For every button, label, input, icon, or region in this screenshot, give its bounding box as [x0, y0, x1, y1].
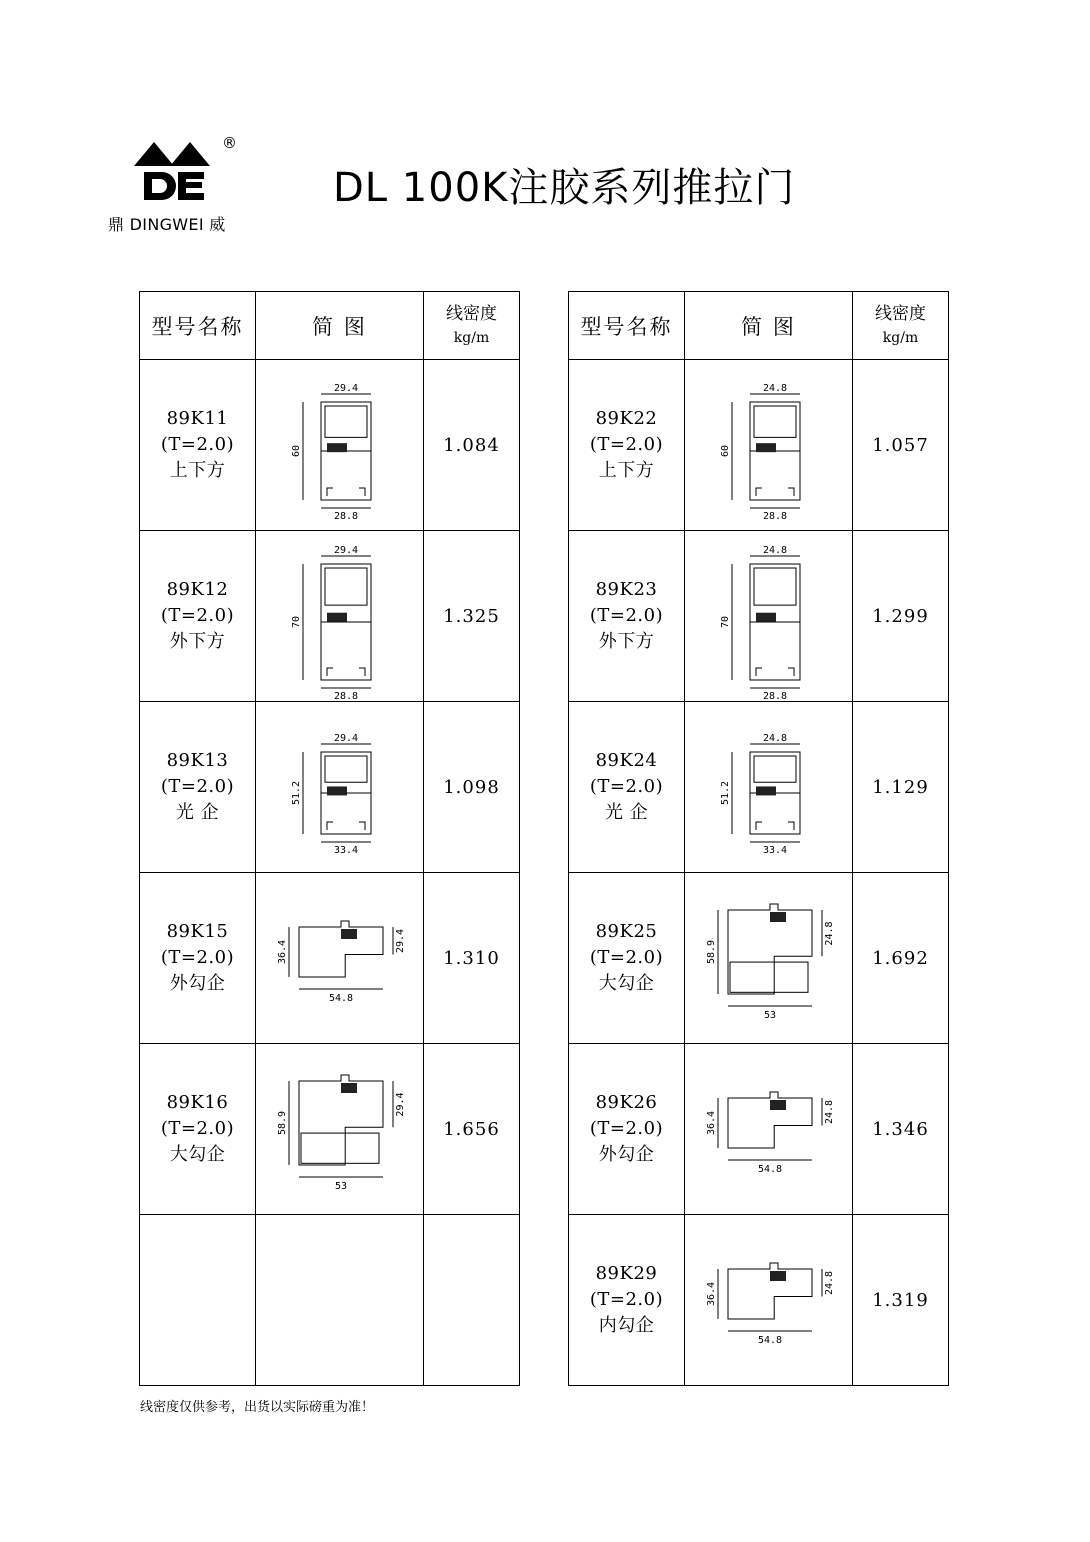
model-cell — [569, 360, 685, 531]
glue-strip — [327, 786, 347, 795]
sketch-cell — [685, 360, 853, 531]
model-code: 89K13 — [166, 750, 229, 771]
profile-foot — [327, 488, 365, 496]
glue-strip — [341, 1083, 357, 1093]
density-value: 1.098 — [424, 702, 520, 873]
dim-label-right: 24.8 — [823, 1270, 835, 1296]
sketch-cell — [256, 360, 424, 531]
model-type-name: 内勾企 — [598, 1315, 655, 1336]
profile-foot — [756, 668, 794, 676]
model-thickness: (T=2.0) — [160, 776, 235, 797]
profile-foot — [756, 822, 794, 830]
dim-label-right: 24.8 — [823, 921, 835, 946]
sketch-cell — [256, 873, 424, 1044]
profile-sketch — [694, 1225, 844, 1375]
model-type-name: 光 企 — [175, 802, 220, 823]
model-type-name: 上下方 — [598, 460, 655, 481]
dim-label-top: 29.4 — [333, 545, 358, 556]
sketch-cell — [685, 1215, 853, 1386]
model-code: 89K22 — [595, 408, 658, 429]
dim-label-top: 29.4 — [333, 733, 358, 744]
glue-strip — [327, 613, 347, 622]
sketch-cell — [256, 702, 424, 873]
model-cell — [140, 531, 256, 702]
model-code: 89K25 — [595, 921, 658, 942]
table-row — [140, 1215, 520, 1386]
table-header-row — [569, 292, 949, 360]
header-density-label: 线密度 — [875, 303, 926, 324]
density-value: 1.692 — [853, 873, 949, 1044]
profile-sketch — [265, 883, 415, 1033]
dim-label-side: 70 — [290, 615, 302, 629]
model-code: 89K24 — [595, 750, 658, 771]
brand-logo — [108, 134, 248, 234]
table-row — [569, 1215, 949, 1386]
model-code: 89K26 — [595, 1092, 658, 1113]
dim-label-side: 51.2 — [719, 780, 731, 806]
model-cell — [569, 531, 685, 702]
profile-chamber — [754, 756, 796, 782]
model-thickness: (T=2.0) — [589, 605, 664, 626]
dim-label-top: 24.8 — [762, 383, 787, 394]
model-type-name: 光 企 — [604, 802, 649, 823]
header-density — [424, 292, 520, 360]
glue-strip — [770, 1100, 786, 1110]
profile-sketch — [694, 541, 844, 702]
dim-label-bottom: 54.8 — [328, 993, 353, 1004]
model-thickness: (T=2.0) — [160, 1118, 235, 1139]
model-thickness: (T=2.0) — [589, 1289, 664, 1310]
model-thickness: (T=2.0) — [589, 947, 664, 968]
registered-mark: ® — [222, 134, 237, 152]
profile-sketch — [265, 541, 415, 702]
profile-chamber — [325, 406, 367, 437]
density-value: 1.310 — [424, 873, 520, 1044]
density-value: 1.129 — [853, 702, 949, 873]
model-cell — [569, 1215, 685, 1386]
model-type-name: 外勾企 — [598, 1144, 655, 1165]
dim-label-top: 29.4 — [333, 383, 358, 394]
sketch-cell — [685, 1044, 853, 1215]
profile-sketch — [265, 370, 415, 520]
sketch-cell — [685, 531, 853, 702]
profile-chamber — [325, 756, 367, 782]
profile-sketch — [694, 883, 844, 1033]
model-cell — [140, 360, 256, 531]
sketch-cell — [256, 531, 424, 702]
model-cell — [569, 1044, 685, 1215]
table-row — [140, 873, 520, 1044]
model-type-name: 外下方 — [598, 631, 655, 652]
profile-chamber — [754, 568, 796, 605]
model-code: 89K29 — [595, 1263, 658, 1284]
profile-foot — [756, 488, 794, 496]
model-code: 89K12 — [166, 579, 229, 600]
dim-label-right: 29.4 — [394, 928, 406, 954]
dim-label-right: 29.4 — [394, 1092, 406, 1117]
model-cell — [569, 702, 685, 873]
dim-label-top: 24.8 — [762, 733, 787, 744]
model-thickness: (T=2.0) — [589, 1118, 664, 1139]
dim-label-side: 36.4 — [276, 939, 288, 965]
density-value: 1.084 — [424, 360, 520, 531]
dim-label-side: 60 — [719, 444, 731, 458]
density-value: 1.346 — [853, 1044, 949, 1215]
model-cell — [140, 1044, 256, 1215]
header-density-label: 线密度 — [446, 303, 497, 324]
dim-label-bottom: 53 — [763, 1010, 776, 1021]
model-code: 89K11 — [166, 408, 229, 429]
dim-label-side: 36.4 — [705, 1281, 717, 1307]
dim-label-side: 58.9 — [276, 1110, 288, 1136]
profile-sketch — [694, 1054, 844, 1204]
model-cell — [569, 873, 685, 1044]
density-value: 1.656 — [424, 1044, 520, 1215]
dim-label-top: 24.8 — [762, 545, 787, 556]
dim-label-bottom: 28.8 — [762, 691, 787, 702]
model-cell — [140, 873, 256, 1044]
brand-name: 鼎 DINGWEI 威 — [108, 215, 226, 234]
logo-mark-icon — [134, 138, 216, 206]
model-thickness: (T=2.0) — [160, 947, 235, 968]
model-code: 89K23 — [595, 579, 658, 600]
model-type-name: 上下方 — [169, 460, 226, 481]
header-sketch: 简 图 — [256, 292, 424, 360]
density-value: 1.057 — [853, 360, 949, 531]
table-row — [140, 531, 520, 702]
model-code: 89K16 — [166, 1092, 229, 1113]
sketch-cell — [685, 702, 853, 873]
density-value: 1.319 — [853, 1215, 949, 1386]
table-row — [569, 360, 949, 531]
model-thickness: (T=2.0) — [589, 434, 664, 455]
dim-label-bottom: 28.8 — [333, 511, 358, 522]
model-code: 89K15 — [166, 921, 229, 942]
model-type-name: 外勾企 — [169, 973, 226, 994]
profile-chamber — [730, 962, 808, 992]
glue-strip — [327, 443, 347, 452]
dim-label-bottom: 53 — [334, 1181, 347, 1192]
glue-strip — [341, 929, 357, 939]
header-density-unit: kg/m — [453, 329, 490, 346]
dim-label-bottom: 54.8 — [757, 1335, 782, 1346]
model-type-name: 大勾企 — [169, 1144, 226, 1165]
dim-label-right: 24.8 — [823, 1099, 835, 1125]
profile-table-right — [568, 291, 949, 1386]
profile-chamber — [301, 1133, 379, 1163]
model-cell — [140, 702, 256, 873]
sketch-cell — [685, 873, 853, 1044]
sketch-cell — [256, 1215, 424, 1386]
dim-label-bottom: 28.8 — [333, 691, 358, 702]
dim-label-bottom: 54.8 — [757, 1164, 782, 1175]
density-value: 1.299 — [853, 531, 949, 702]
header-density-unit: kg/m — [882, 329, 919, 346]
glue-strip — [756, 443, 776, 452]
density-value: 1.325 — [424, 531, 520, 702]
profile-foot — [327, 822, 365, 830]
glue-strip — [770, 1271, 786, 1281]
table-row — [140, 360, 520, 531]
glue-strip — [756, 613, 776, 622]
table-row — [569, 1044, 949, 1215]
table-header-row — [140, 292, 520, 360]
header-model: 型号名称 — [140, 292, 256, 360]
table-row — [140, 1044, 520, 1215]
profile-chamber — [754, 406, 796, 437]
dim-label-bottom: 28.8 — [762, 511, 787, 522]
table-row — [569, 531, 949, 702]
profile-sketch — [694, 712, 844, 862]
dim-label-bottom: 33.4 — [762, 845, 787, 856]
page-title: DL 100K注胶系列推拉门 — [333, 165, 796, 211]
density-value — [424, 1215, 520, 1386]
model-cell — [140, 1215, 256, 1386]
table-row — [569, 873, 949, 1044]
dim-label-bottom: 33.4 — [333, 845, 358, 856]
dim-label-side: 70 — [719, 615, 731, 629]
dim-label-side: 60 — [290, 444, 302, 458]
sketch-cell — [256, 1044, 424, 1215]
dim-label-side: 36.4 — [705, 1110, 717, 1136]
glue-strip — [770, 912, 786, 922]
model-thickness: (T=2.0) — [160, 434, 235, 455]
model-type-name: 外下方 — [169, 631, 226, 652]
profile-foot — [327, 668, 365, 676]
header-sketch: 简 图 — [685, 292, 853, 360]
profile-sketch — [265, 1054, 415, 1204]
table-row — [569, 702, 949, 873]
table-row — [140, 702, 520, 873]
glue-strip — [756, 786, 776, 795]
header-model: 型号名称 — [569, 292, 685, 360]
dim-label-side: 58.9 — [705, 939, 717, 965]
model-type-name: 大勾企 — [598, 973, 655, 994]
model-thickness: (T=2.0) — [160, 605, 235, 626]
dim-label-side: 51.2 — [290, 780, 302, 806]
profile-sketch — [265, 712, 415, 862]
profile-chamber — [325, 568, 367, 605]
profile-sketch — [694, 370, 844, 520]
footer-note: 线密度仅供参考，出货以实际磅重为准！ — [140, 1400, 375, 1415]
header-density — [853, 292, 949, 360]
profile-table-left — [139, 291, 520, 1386]
model-thickness: (T=2.0) — [589, 776, 664, 797]
